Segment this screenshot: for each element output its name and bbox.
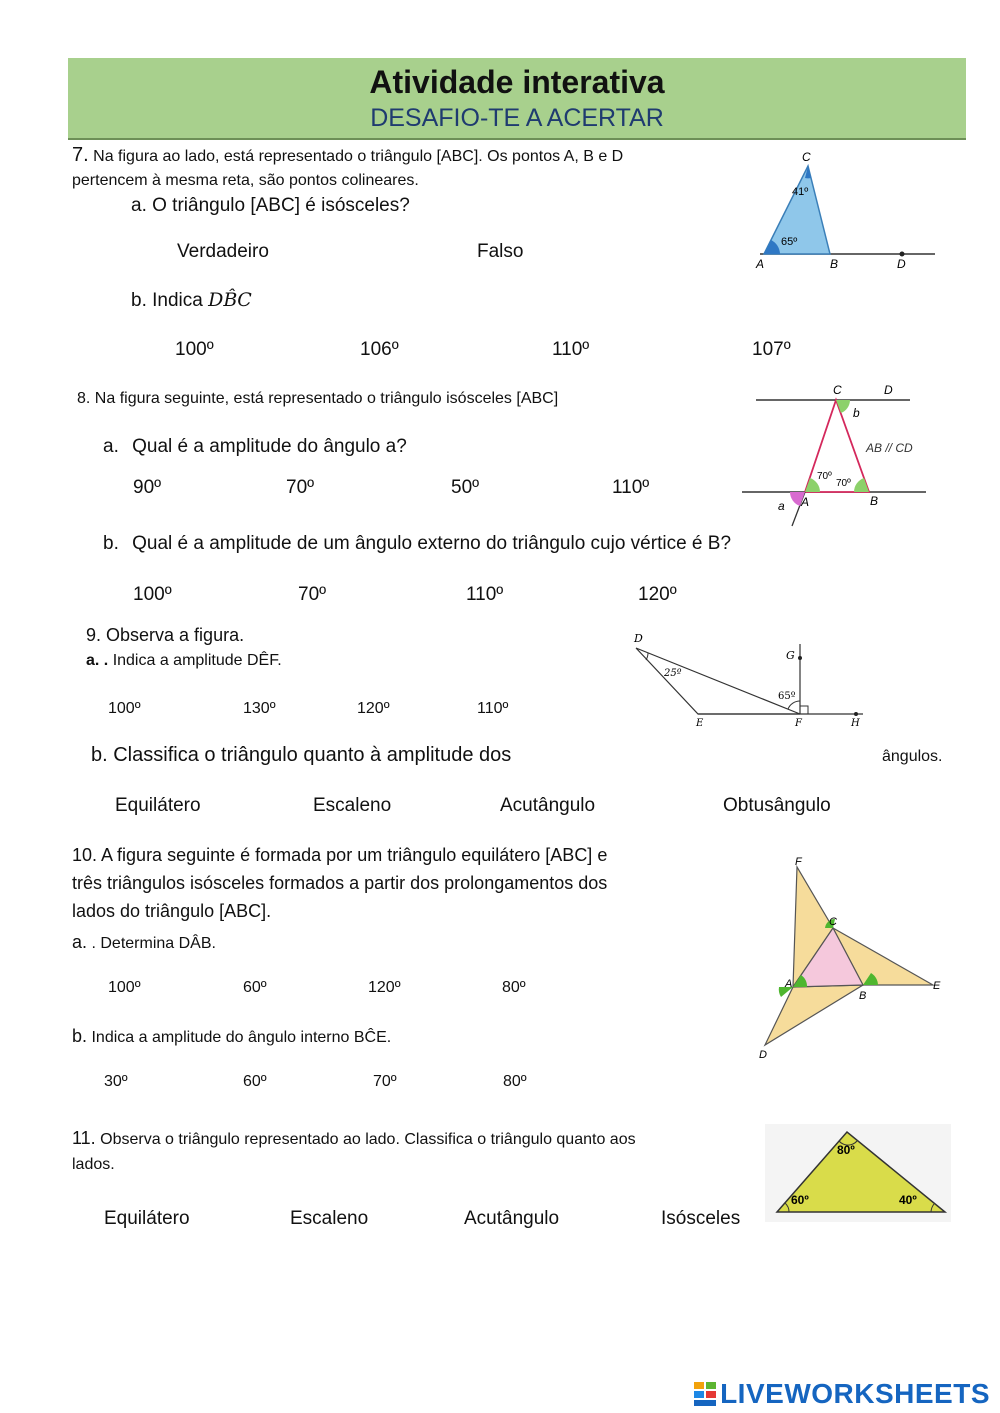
q7-b-option-3[interactable]: 110º	[552, 339, 590, 360]
q11-triangle-figure	[765, 1124, 951, 1222]
q10-b-option-3[interactable]: 70º	[373, 1073, 397, 1090]
q8-a-question	[103, 436, 407, 458]
q10-a-question	[72, 932, 216, 953]
q11-option-4[interactable]: Isósceles	[661, 1208, 741, 1229]
q7-text1: Na figura ao lado, está representado o triângulo [ABC]. Os pontos A, B e D	[93, 148, 624, 165]
q10-label-a: A	[785, 978, 793, 990]
q7-b-option-1[interactable]: 100º	[175, 339, 214, 360]
q9-b-tail: ângulos.	[882, 748, 943, 765]
q7-label-angle-c: 41º	[792, 186, 809, 198]
q10-label-b: B	[859, 990, 867, 1002]
q8-b-text: Qual é a amplitude de um ângulo externo do triângulo cujo vértice é B?	[132, 533, 732, 554]
q8-label-angle-a: 70º	[817, 471, 832, 482]
q8-label-b-angle: b	[853, 406, 860, 420]
q10-a-option-1[interactable]: 100º	[108, 979, 141, 996]
q9-label-h: H	[851, 718, 860, 729]
q10-b-label: b.	[72, 1026, 88, 1046]
q7-b-option-2[interactable]: 106º	[360, 339, 399, 360]
q9-label-g: G	[786, 649, 795, 662]
q7-a-text: a. O triângulo [ABC] é isósceles?	[131, 195, 410, 216]
q9-text: 9. Observa a figura.	[86, 625, 245, 645]
q10-b-option-4[interactable]: 80º	[503, 1073, 527, 1090]
q9-b-option-4[interactable]: Obtusângulo	[723, 795, 831, 816]
q9-angle-d-arc	[646, 653, 648, 660]
q7-a-option-verdadeiro[interactable]: Verdadeiro	[177, 241, 269, 262]
q10-a-label: a.	[72, 932, 88, 952]
q9-a-option-4[interactable]: 110º	[477, 700, 509, 717]
q7-label-b: B	[830, 257, 839, 271]
q8-triangle-figure	[738, 380, 930, 528]
q9-point-g	[798, 656, 802, 660]
q9-triangle-figure	[628, 628, 868, 732]
q8-a-option-3[interactable]: 50º	[451, 477, 480, 498]
q10-b-text: Indica a amplitude do ângulo interno BĈE.	[91, 1029, 392, 1046]
q9-b-option-1[interactable]: Equilátero	[115, 795, 201, 816]
q8-a-option-2[interactable]: 70º	[286, 477, 315, 498]
q11-option-2[interactable]: Escaleno	[290, 1208, 369, 1229]
q8-b-option-4[interactable]: 120º	[638, 584, 677, 605]
q8-a-option-1[interactable]: 90º	[133, 477, 162, 498]
q10-line2: três triângulos isósceles formados a partir dos prolongamentos dos	[72, 873, 608, 893]
q9-a-text: Indica a amplitude DÊF.	[112, 652, 282, 669]
q8-a-option-4[interactable]: 110º	[612, 477, 650, 498]
q9-b-option-2[interactable]: Escaleno	[313, 795, 392, 816]
q10-triangle-figure	[745, 855, 950, 1065]
q7-label-c: C	[802, 150, 811, 164]
q8-label-angle-b: 70º	[836, 478, 851, 489]
header-banner	[68, 58, 966, 140]
q11-text-line1	[72, 1128, 636, 1149]
q10-b-question	[72, 1026, 391, 1047]
q10-label-f: F	[795, 856, 802, 868]
q9-b-option-3[interactable]: Acutângulo	[500, 795, 596, 816]
q8-label-parallel: AB // CD	[866, 441, 913, 455]
liveworksheets-logo-icon	[694, 1382, 716, 1406]
q7-label-a: A	[756, 257, 765, 271]
page-subtitle: DESAFIO-TE A ACERTAR	[370, 104, 664, 132]
q11-label-top: 80º	[837, 1143, 855, 1157]
q9-label-angle-f: 65º	[778, 691, 796, 702]
q8-label-c: C	[833, 383, 842, 397]
page-title: Atividade interativa	[369, 64, 665, 100]
q7-point-d	[900, 252, 905, 257]
q9-label-e: E	[696, 718, 704, 729]
q8-label-b: B	[870, 494, 879, 508]
q9-label-angle-d: 25º	[664, 668, 682, 679]
q7-number: 7.	[72, 144, 89, 166]
q10-a-option-3[interactable]: 120º	[368, 979, 401, 996]
q9-point-h	[854, 712, 858, 716]
q8-b-question	[103, 533, 731, 555]
q9-a-label: a. .	[86, 652, 109, 669]
q9-triangle-def	[636, 648, 800, 714]
q7-a-option-falso[interactable]: Falso	[477, 241, 524, 262]
q7-text2: pertencem à mesma reta, são pontos colineares.	[72, 172, 419, 189]
q11-text2: lados.	[72, 1156, 115, 1173]
q9-angle-f-arc	[788, 701, 800, 709]
q8-text: 8. Na figura seguinte, está representado o triângulo isósceles [ABC]	[77, 390, 559, 407]
q11-option-1[interactable]: Equilátero	[104, 1208, 190, 1229]
q10-label-e: E	[933, 980, 941, 992]
q10-a-text: . Determina DÂB.	[91, 935, 216, 952]
q10-b-option-2[interactable]: 60º	[243, 1073, 267, 1090]
q7-label-angle-a: 65º	[781, 236, 798, 248]
q10-label-d: D	[759, 1049, 767, 1061]
q9-a-option-2[interactable]: 130º	[243, 700, 276, 717]
q10-line3: lados do triângulo [ABC].	[72, 901, 272, 921]
q11-text1: Observa o triângulo representado ao lado. Classifica o triângulo quanto aos	[100, 1131, 636, 1148]
q10-line1: 10. A figura seguinte é formada por um triângulo equilátero [ABC] e	[72, 845, 608, 865]
q9-label-f: F	[795, 718, 802, 729]
liveworksheets-logo-text: LIVEWORKSHEETS	[720, 1378, 990, 1409]
liveworksheets-logo	[694, 1378, 990, 1410]
q7-text-line1	[72, 144, 623, 167]
q9-label-d: D	[634, 632, 643, 645]
q10-a-option-2[interactable]: 60º	[243, 979, 267, 996]
q7-b-text	[131, 289, 252, 312]
q7-b-angle: DB̂C	[208, 289, 252, 311]
q7-label-d: D	[897, 257, 906, 271]
q10-label-c: C	[829, 916, 837, 928]
q10-a-option-4[interactable]: 80º	[502, 979, 526, 996]
q11-number: 11.	[72, 1128, 96, 1148]
q9-a-question	[86, 652, 282, 670]
q10-b-option-1[interactable]: 30º	[104, 1073, 128, 1090]
q8-b-label: b.	[103, 533, 119, 554]
q8-b-option-2[interactable]: 70º	[298, 584, 327, 605]
q8-a-label: a.	[103, 436, 119, 457]
q11-option-3[interactable]: Acutângulo	[464, 1208, 560, 1229]
q8-a-text: Qual é a amplitude do ângulo a?	[132, 436, 407, 457]
q8-label-a-angle: a	[778, 499, 785, 513]
q7-b-prefix: b. Indica	[131, 290, 209, 311]
q9-a-option-1[interactable]: 100º	[108, 700, 141, 717]
q8-b-option-3[interactable]: 110º	[466, 584, 504, 605]
q8-b-option-1[interactable]: 100º	[133, 584, 172, 605]
q9-b-text: b. Classifica o triângulo quanto à amplitude dos	[91, 744, 512, 766]
q11-label-left: 60º	[791, 1193, 809, 1207]
q7-b-option-4[interactable]: 107º	[752, 339, 791, 360]
q11-label-right: 40º	[899, 1193, 917, 1207]
q8-label-a: A	[801, 495, 810, 509]
q8-label-d: D	[884, 383, 893, 397]
q9-a-option-3[interactable]: 120º	[357, 700, 390, 717]
q7-triangle-figure	[750, 148, 940, 273]
q9-right-angle-mark	[800, 706, 808, 714]
